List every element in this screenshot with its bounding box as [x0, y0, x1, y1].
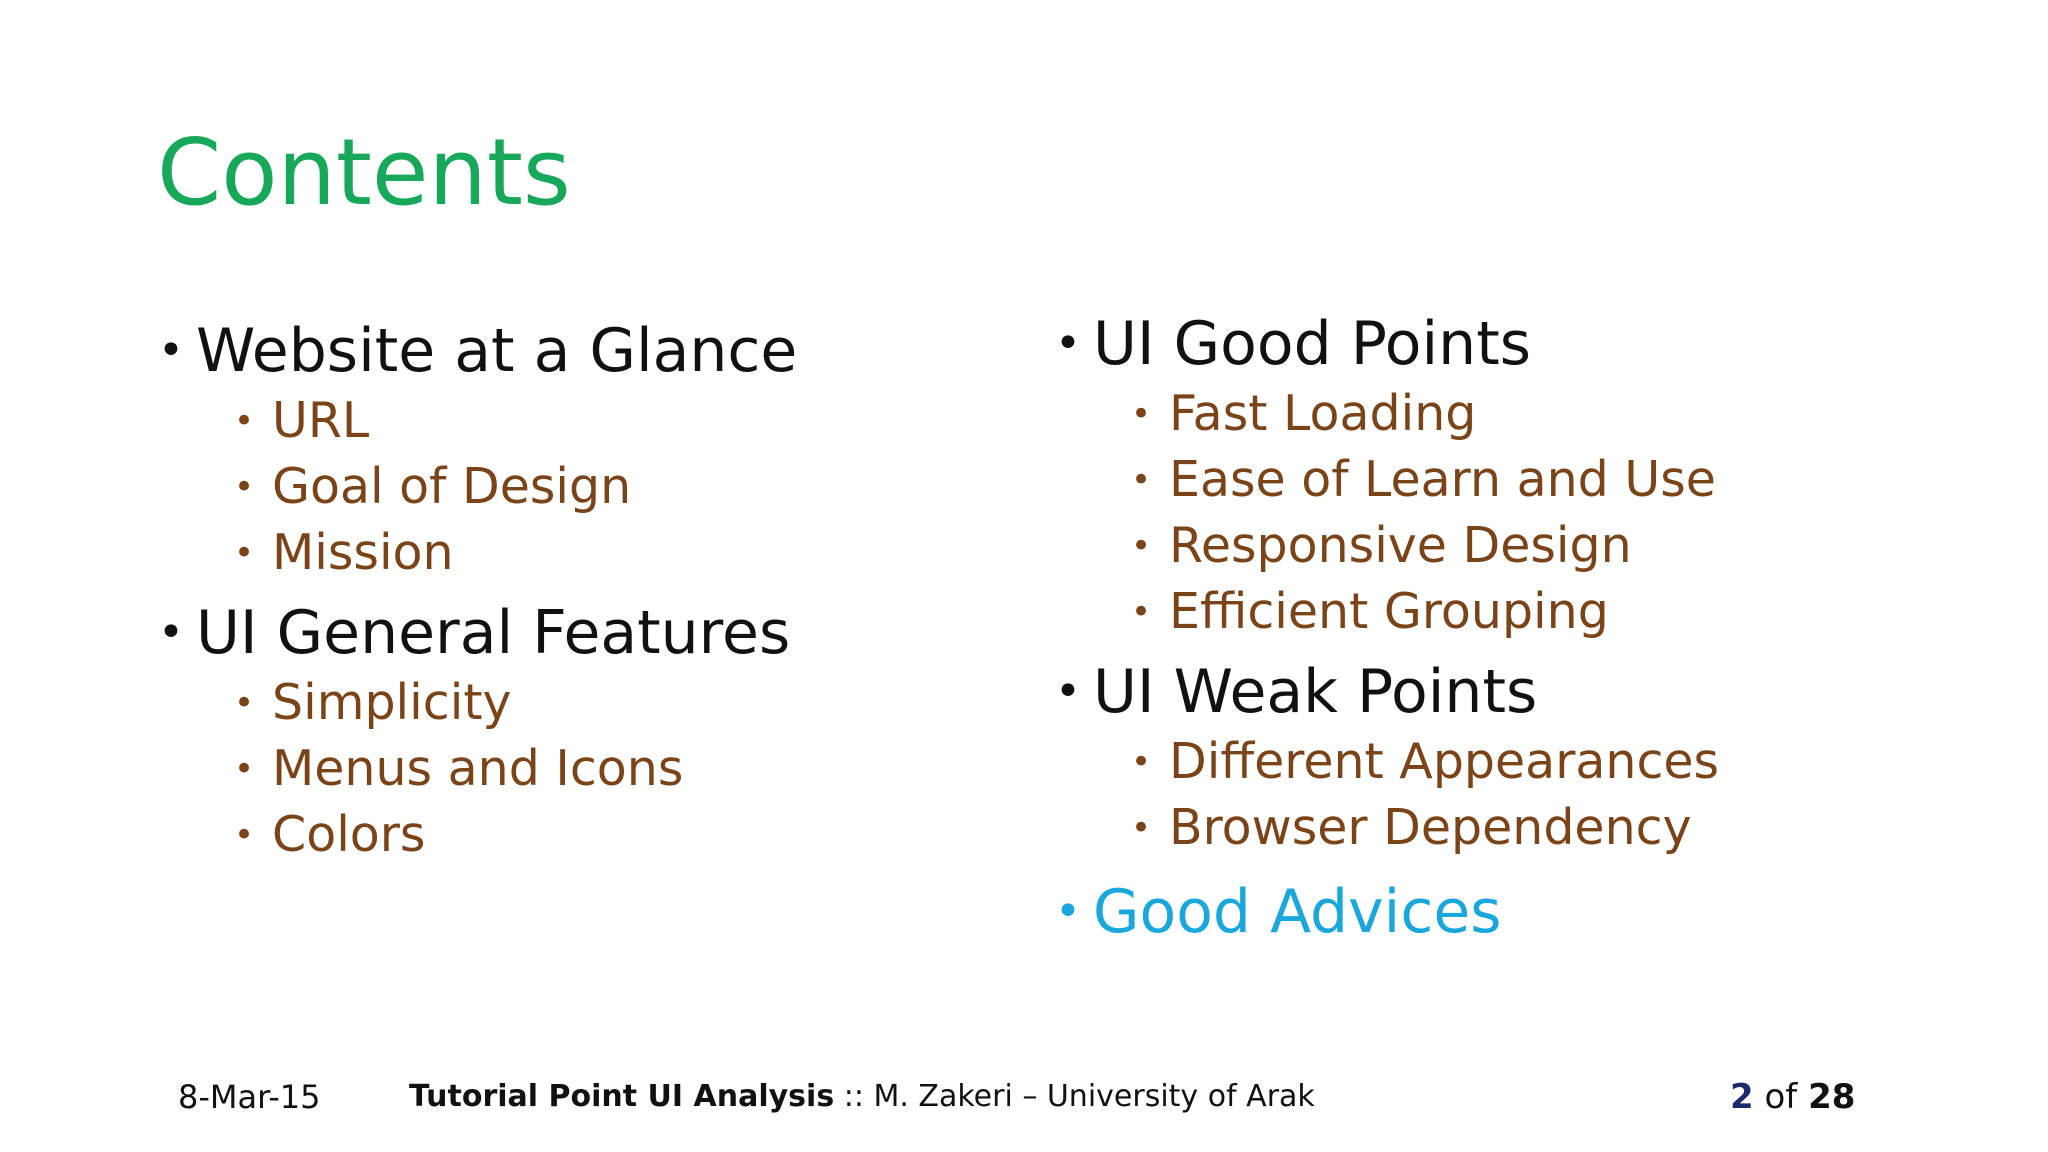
- topic-ui-general-features: [158, 596, 797, 670]
- bullet-icon: •: [234, 467, 255, 507]
- subtopic-browser-dependency: [1055, 795, 1719, 861]
- page-of-label: of: [1753, 1077, 1809, 1117]
- bullet-icon: •: [1131, 592, 1152, 632]
- bullet-icon: •: [234, 749, 255, 789]
- bullet-icon: •: [1055, 666, 1081, 717]
- subtopic-colors: [158, 802, 797, 868]
- subtopic-responsive-design: [1055, 513, 1719, 579]
- subtopic-goal-of-design: [158, 454, 797, 520]
- bullet-icon: •: [1131, 742, 1152, 782]
- bullet-icon: •: [1055, 318, 1081, 369]
- topic-label: UI General Features: [196, 598, 791, 668]
- bullet-icon: •: [158, 607, 184, 658]
- bullet-icon: •: [234, 533, 255, 573]
- footer-date: 8-Mar-15: [178, 1078, 321, 1116]
- subtopic-simplicity: [158, 670, 797, 736]
- subtopic-label: Simplicity: [272, 674, 512, 731]
- subtopic-label: Colors: [272, 806, 426, 863]
- bullet-icon: •: [1131, 808, 1152, 848]
- subtopic-different-appearances: [1055, 729, 1719, 795]
- contents-right-column: [1055, 307, 1719, 949]
- subtopic-label: Fast Loading: [1169, 385, 1477, 442]
- topic-website-at-a-glance: [158, 314, 797, 388]
- subtopic-label: URL: [272, 392, 370, 449]
- topic-label: Website at a Glance: [196, 316, 798, 386]
- subtopic-fast-loading: [1055, 381, 1719, 447]
- subtopic-menus-and-icons: [158, 736, 797, 802]
- subtopic-label: Ease of Learn and Use: [1169, 451, 1716, 508]
- bullet-icon: •: [1131, 526, 1152, 566]
- subtopic-label: Browser Dependency: [1169, 799, 1692, 856]
- slide-title: Contents: [157, 119, 571, 226]
- bullet-icon: •: [1131, 394, 1152, 434]
- bullet-icon: •: [234, 815, 255, 855]
- subtopic-efficient-grouping: [1055, 579, 1719, 645]
- topic-good-advices: [1055, 875, 1719, 949]
- footer-author: :: M. Zakeri – University of Arak: [834, 1079, 1315, 1114]
- bullet-icon: •: [1055, 886, 1081, 937]
- subtopic-label: Menus and Icons: [272, 740, 684, 797]
- topic-label: Good Advices: [1093, 877, 1502, 947]
- bullet-icon: •: [234, 683, 255, 723]
- topic-label: UI Good Points: [1093, 309, 1531, 379]
- bullet-icon: •: [158, 325, 184, 376]
- topic-ui-good-points: [1055, 307, 1719, 381]
- footer-course-title: Tutorial Point UI Analysis: [409, 1079, 835, 1114]
- footer-course-info: [409, 1077, 1315, 1117]
- bullet-icon: •: [1131, 460, 1152, 500]
- subtopic-label: Different Appearances: [1169, 733, 1720, 790]
- subtopic-url: [158, 388, 797, 454]
- page-total: 28: [1808, 1077, 1856, 1117]
- bullet-icon: •: [234, 401, 255, 441]
- subtopic-label: Mission: [272, 524, 454, 581]
- contents-left-column: [158, 314, 797, 868]
- topic-label: UI Weak Points: [1093, 657, 1538, 727]
- page-number: [1730, 1077, 1855, 1117]
- subtopic-label: Goal of Design: [272, 458, 632, 515]
- page-current: 2: [1730, 1077, 1754, 1117]
- subtopic-ease-of-learn-and-use: [1055, 447, 1719, 513]
- subtopic-label: Responsive Design: [1169, 517, 1632, 574]
- subtopic-label: Efficient Grouping: [1169, 583, 1609, 640]
- topic-ui-weak-points: [1055, 655, 1719, 729]
- subtopic-mission: [158, 520, 797, 586]
